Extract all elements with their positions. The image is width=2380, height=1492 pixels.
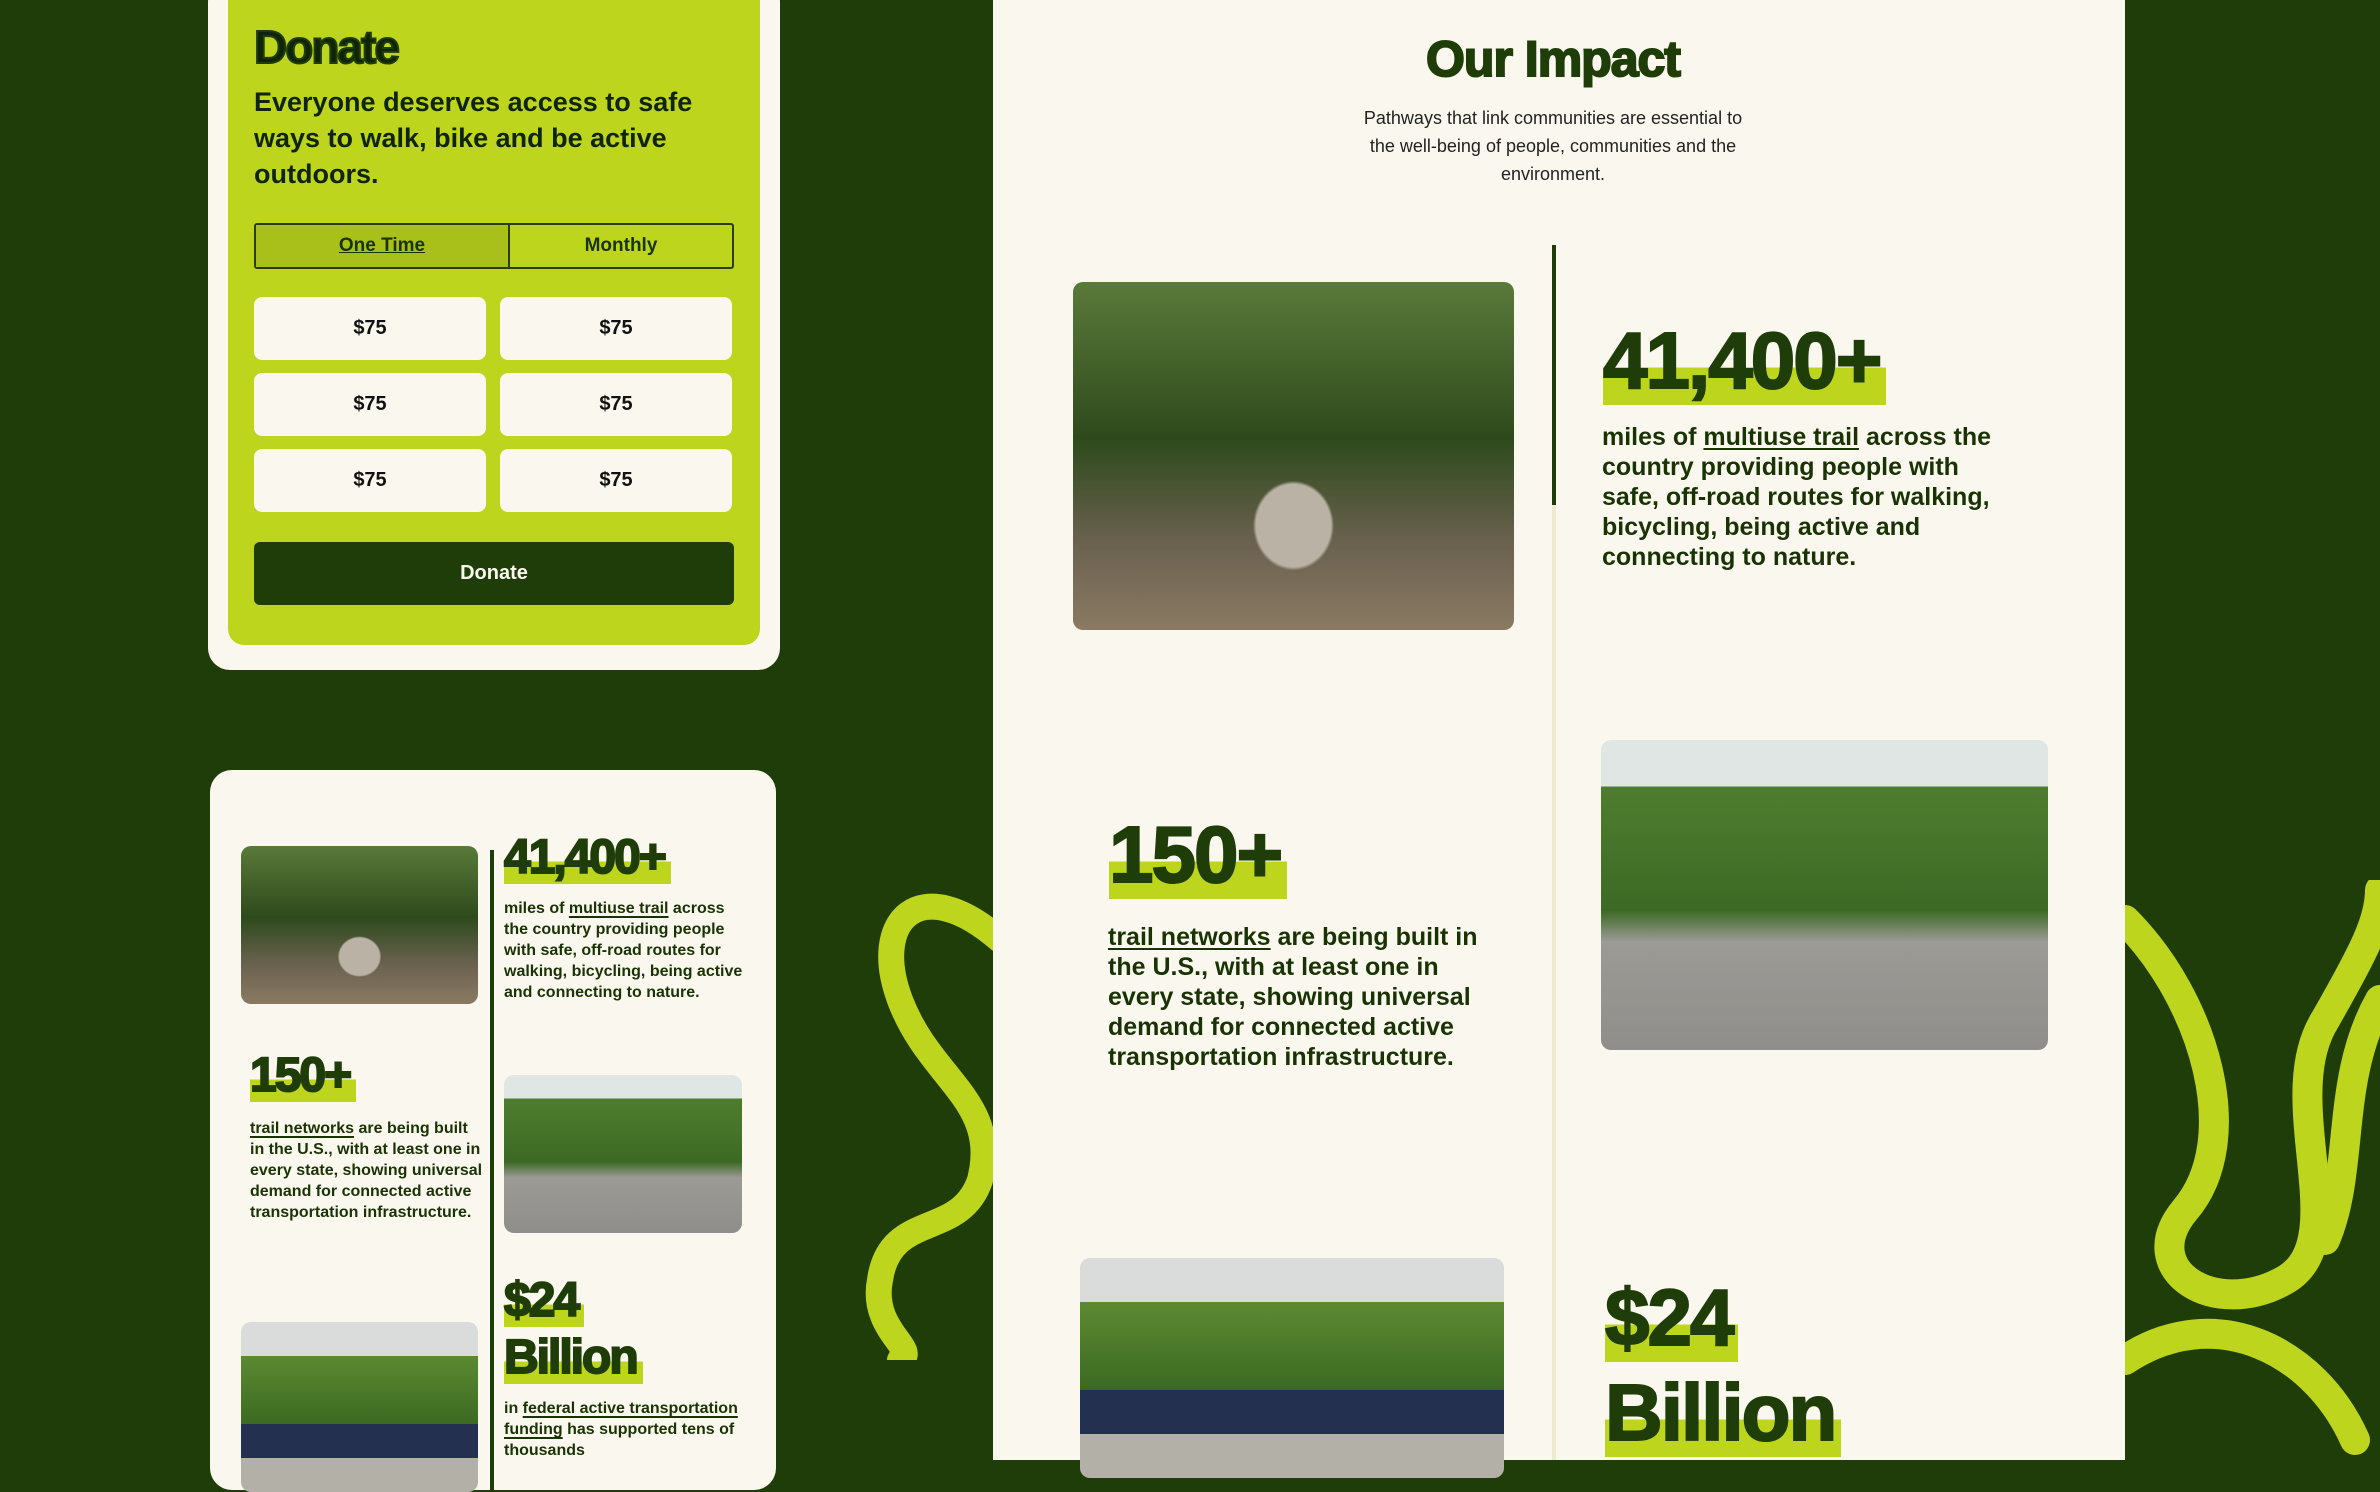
donate-tagline: Everyone deserves access to safe ways to walk, bike and be active outdoors. xyxy=(254,87,693,189)
stat-value: 41,400+ xyxy=(1603,316,1886,405)
cyclists-photo xyxy=(504,1075,742,1233)
stat-description: in federal active transportation funding has supported tens of thousands xyxy=(504,1400,738,1459)
donate-button[interactable]: Donate xyxy=(254,542,734,605)
stat-value: 41,400+ xyxy=(504,831,671,884)
impact-title: Our Impact xyxy=(1426,31,1680,87)
multiuse-trail-link[interactable]: multiuse trail xyxy=(1703,423,1860,451)
stat-description: trail networks are being built in the U.S., with at least one in every state, showing universal demand for connected active transportation infrastructure. xyxy=(1108,923,1478,1071)
timeline-line xyxy=(490,850,494,1490)
amount-grid xyxy=(254,297,734,512)
trail-networks-link[interactable]: trail networks xyxy=(1108,923,1271,951)
tab-one-time[interactable]: One Time xyxy=(256,225,510,267)
decorative-swirl-right xyxy=(2125,880,2380,1460)
stat-value: 150+ xyxy=(250,1049,356,1102)
amount-option[interactable]: $75 xyxy=(254,373,486,436)
timeline-line-faded xyxy=(1552,505,1556,1460)
capitol-riders-photo xyxy=(241,1322,478,1492)
amount-option[interactable]: $75 xyxy=(500,297,732,360)
donate-title: Donate xyxy=(254,21,398,73)
stat-description: miles of multiuse trail across the country providing people with safe, off-road routes for walking, bicycling, being active and connecting to nature. xyxy=(504,900,743,1001)
tab-monthly[interactable]: Monthly xyxy=(584,235,658,256)
timeline-line xyxy=(1552,245,1556,505)
trail-photo xyxy=(1073,282,1514,630)
trail-networks-link[interactable]: trail networks xyxy=(250,1120,355,1137)
frequency-toggle xyxy=(254,223,734,269)
impact-subtitle: Pathways that link communities are essential to the well-being of people, communities and the environment. xyxy=(1363,108,1743,184)
impact-section xyxy=(993,0,2125,1460)
capitol-riders-photo xyxy=(1080,1258,1504,1478)
amount-option[interactable]: $75 xyxy=(254,297,486,360)
stat-description: trail networks are being built in the U.S., with at least one in every state, showing universal demand for connected active transportation infrastructure. xyxy=(250,1120,483,1221)
stat-description: miles of multiuse trail across the country providing people with safe, off-road routes for walking, bicycling, being active and connecting to nature. xyxy=(1602,423,1992,571)
decorative-swirl-left xyxy=(860,880,1000,1360)
multiuse-trail-link[interactable]: multiuse trail xyxy=(568,900,669,917)
stat-value: 150+ xyxy=(1109,810,1287,899)
donate-panel xyxy=(228,0,760,645)
cyclists-photo xyxy=(1601,740,2048,1050)
stat-value: $24 xyxy=(1605,1273,1738,1362)
donate-card xyxy=(208,0,780,670)
mobile-impact-card xyxy=(210,770,776,1490)
trail-photo xyxy=(241,846,478,1004)
amount-option[interactable]: $75 xyxy=(500,373,732,436)
stat-value: Billion xyxy=(504,1331,643,1384)
amount-option[interactable]: $75 xyxy=(254,449,486,512)
stat-value: Billion xyxy=(1605,1368,1841,1457)
federal-funding-link[interactable]: federal active transportation funding xyxy=(504,1400,738,1438)
amount-option[interactable]: $75 xyxy=(500,449,732,512)
stat-value: $24 xyxy=(504,1274,584,1327)
